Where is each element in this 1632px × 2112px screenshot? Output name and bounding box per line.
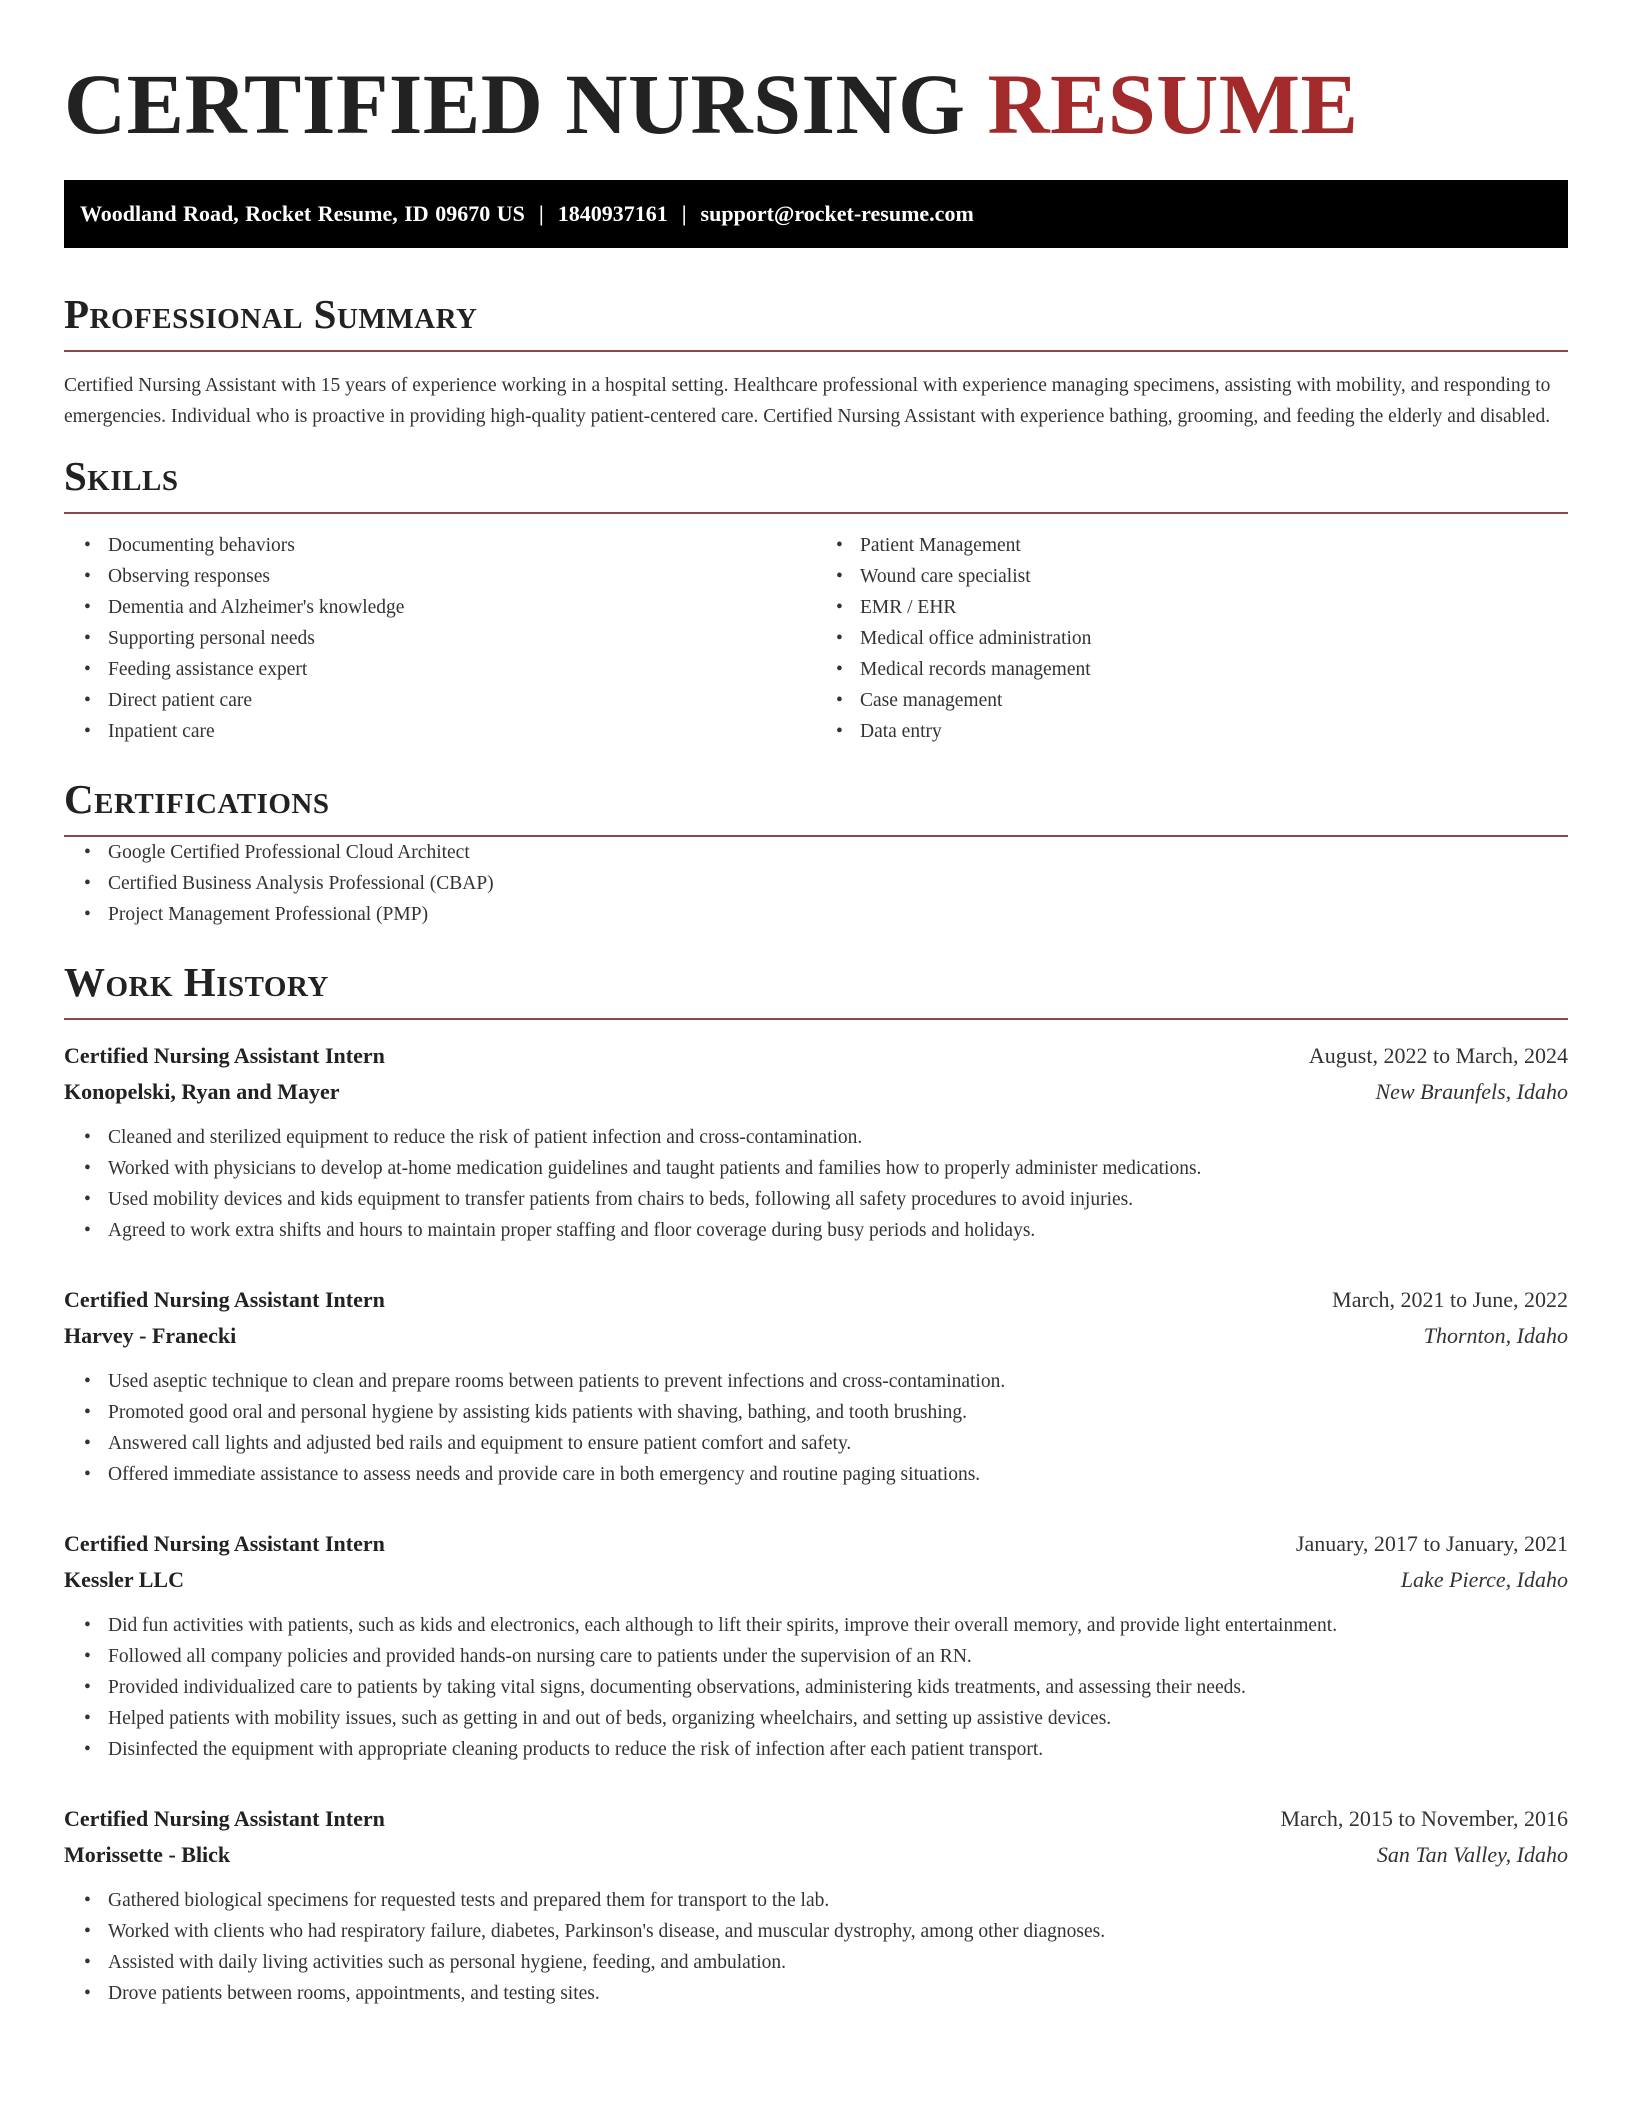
- skill-item: • Documenting behaviors: [108, 530, 816, 561]
- work-history-section: [64, 960, 1568, 2009]
- skill-item: • EMR / EHR: [860, 592, 1568, 623]
- job-employer-row: [64, 1562, 1568, 1598]
- skill-item: • Dementia and Alzheimer's knowledge: [108, 592, 816, 623]
- work-history-heading: Work History: [64, 959, 329, 1005]
- job-entry: [64, 1038, 1568, 1246]
- skill-item: • Direct patient care: [108, 685, 816, 716]
- job-location: Thornton, Idaho: [1423, 1323, 1568, 1348]
- job-duty: • Worked with clients who had respiratory failure, diabetes, Parkinson's disease, and muscular dystrophy, among other diagnoses.: [108, 1916, 1568, 1947]
- job-duty: • Helped patients with mobility issues, such as getting in and out of beds, organizing wheelchairs, and setting up assistive devices.: [108, 1703, 1568, 1734]
- job-dates: March, 2015 to November, 2016: [1280, 1806, 1568, 1831]
- contact-separator: |: [538, 201, 544, 226]
- job-duty: • Drove patients between rooms, appointments, and testing sites.: [108, 1978, 1568, 2009]
- job-duties-list: [64, 1610, 1568, 1765]
- certifications-section: [64, 777, 1568, 930]
- skill-item: • Patient Management: [860, 530, 1568, 561]
- skills-list-left: [64, 530, 816, 747]
- contact-address: Woodland Road, Rocket Resume, ID 09670 US: [80, 201, 525, 226]
- job-dates: January, 2017 to January, 2021: [1295, 1531, 1568, 1556]
- skill-item: • Data entry: [860, 716, 1568, 747]
- skill-item: • Case management: [860, 685, 1568, 716]
- section-divider: [64, 350, 1568, 352]
- job-duty: • Did fun activities with patients, such as kids and electronics, each although to lift their spirits, improve their overall memory, and provide light entertainment.: [108, 1610, 1568, 1641]
- job-dates: March, 2021 to June, 2022: [1332, 1287, 1568, 1312]
- job-duty: • Promoted good oral and personal hygiene by assisting kids patients with shaving, bathing, and tooth brushing.: [108, 1397, 1568, 1428]
- job-entry: [64, 1801, 1568, 2009]
- job-duties-list: [64, 1366, 1568, 1490]
- job-employer-row: [64, 1318, 1568, 1354]
- job-duties-list: [64, 1122, 1568, 1246]
- job-duty: • Worked with physicians to develop at-home medication guidelines and taught patients and families how to properly administer medications.: [108, 1153, 1568, 1184]
- certification-item: • Google Certified Professional Cloud Architect: [108, 837, 1568, 868]
- skill-item: • Inpatient care: [108, 716, 816, 747]
- job-employer-row: [64, 1837, 1568, 1873]
- contact-bar: [64, 180, 1568, 248]
- job-location: Lake Pierce, Idaho: [1400, 1567, 1568, 1592]
- contact-separator: |: [681, 201, 687, 226]
- job-company: Kessler LLC: [64, 1567, 184, 1592]
- skills-section: [64, 454, 1568, 747]
- job-location: New Braunfels, Idaho: [1375, 1079, 1568, 1104]
- job-duty: • Assisted with daily living activities such as personal hygiene, feeding, and ambulation.: [108, 1947, 1568, 1978]
- skills-list-right: [816, 530, 1568, 747]
- certifications-list: [64, 837, 1568, 930]
- summary-heading: Professional Summary: [64, 291, 478, 337]
- job-company: Harvey - Franecki: [64, 1323, 237, 1348]
- job-duty: • Answered call lights and adjusted bed rails and equipment to ensure patient comfort and safety.: [108, 1428, 1568, 1459]
- job-title: Certified Nursing Assistant Intern: [64, 1043, 385, 1068]
- job-header-row: [64, 1526, 1568, 1562]
- section-divider: [64, 1018, 1568, 1020]
- skills-columns: [64, 530, 1568, 747]
- job-header-row: [64, 1282, 1568, 1318]
- skill-item: • Wound care specialist: [860, 561, 1568, 592]
- job-duties-list: [64, 1885, 1568, 2009]
- summary-section: [64, 292, 1568, 432]
- job-duty: • Used aseptic technique to clean and prepare rooms between patients to prevent infections and cross-contamination.: [108, 1366, 1568, 1397]
- job-header-row: [64, 1038, 1568, 1074]
- job-duty: • Offered immediate assistance to assess needs and provide care in both emergency and routine paging situations.: [108, 1459, 1568, 1490]
- job-title: Certified Nursing Assistant Intern: [64, 1806, 385, 1831]
- resume-title-accent: RESUME: [987, 56, 1359, 152]
- job-duty: • Used mobility devices and kids equipment to transfer patients from chairs to beds, following all safety procedures to avoid injuries.: [108, 1184, 1568, 1215]
- job-duty: • Agreed to work extra shifts and hours to maintain proper staffing and floor coverage during busy periods and holidays.: [108, 1215, 1568, 1246]
- contact-phone: 1840937161: [557, 201, 668, 226]
- resume-title-main: CERTIFIED NURSING: [64, 56, 966, 152]
- job-employer-row: [64, 1074, 1568, 1110]
- summary-text: Certified Nursing Assistant with 15 years of experience working in a hospital setting. Healthcare professional with experience managing specimens, assisting with mobility, and responding to emergencies. Individual who is proactive in providing high-quality patient-centered care. Certified Nursing Assistant with experience bathing, grooming, and feeding the elderly and disabled.: [64, 375, 1551, 427]
- section-divider: [64, 512, 1568, 514]
- job-duty: • Gathered biological specimens for requested tests and prepared them for transport to the lab.: [108, 1885, 1568, 1916]
- job-company: Morissette - Blick: [64, 1842, 231, 1867]
- job-dates: August, 2022 to March, 2024: [1308, 1043, 1568, 1068]
- contact-email[interactable]: support@rocket-resume.com: [700, 201, 974, 226]
- skill-item: • Observing responses: [108, 561, 816, 592]
- job-title: Certified Nursing Assistant Intern: [64, 1287, 385, 1312]
- certification-item: • Certified Business Analysis Professional (CBAP): [108, 868, 1568, 899]
- job-header-row: [64, 1801, 1568, 1837]
- job-duty: • Cleaned and sterilized equipment to reduce the risk of patient infection and cross-contamination.: [108, 1122, 1568, 1153]
- job-location: San Tan Valley, Idaho: [1376, 1842, 1568, 1867]
- job-entry: [64, 1282, 1568, 1490]
- job-duty: • Provided individualized care to patients by taking vital signs, documenting observations, administering kids treatments, and assessing their needs.: [108, 1672, 1568, 1703]
- skill-item: • Medical office administration: [860, 623, 1568, 654]
- certification-item: • Project Management Professional (PMP): [108, 899, 1568, 930]
- job-title: Certified Nursing Assistant Intern: [64, 1531, 385, 1556]
- skill-item: • Feeding assistance expert: [108, 654, 816, 685]
- skills-heading: Skills: [64, 453, 179, 499]
- job-duty: • Followed all company policies and provided hands-on nursing care to patients under the supervision of an RN.: [108, 1641, 1568, 1672]
- resume-title: [64, 56, 1568, 152]
- certifications-heading: Certifications: [64, 776, 330, 822]
- job-duty: • Disinfected the equipment with appropriate cleaning products to reduce the risk of infection after each patient transport.: [108, 1734, 1568, 1765]
- skill-item: • Supporting personal needs: [108, 623, 816, 654]
- skill-item: • Medical records management: [860, 654, 1568, 685]
- job-entry: [64, 1526, 1568, 1765]
- job-company: Konopelski, Ryan and Mayer: [64, 1079, 340, 1104]
